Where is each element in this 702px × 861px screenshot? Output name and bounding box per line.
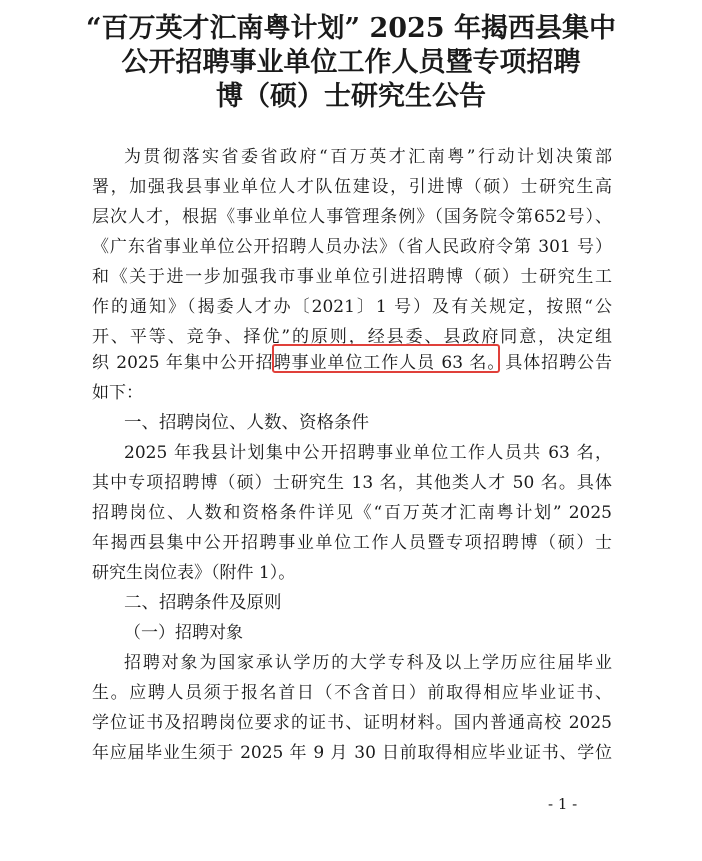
paragraph-line: 其中专项招聘博（硕）士研究生 13 名，其他类人才 50 名。具体: [92, 473, 612, 493]
paragraph-line: 开、平等、竞争、择优”的原则，经县委、县政府同意，决定组: [92, 327, 612, 347]
section-heading-2: 二、招聘条件及原则: [124, 593, 282, 613]
paragraph-line: 学位证书及招聘岗位要求的证书、证明材料。国内普通高校 2025: [92, 713, 612, 733]
paragraph-line: 织 2025 年集中公开招聘事业单位工作人员 63 名。具体招聘公告: [92, 353, 612, 373]
paragraph-line: 和《关于进一步加强我市事业单位引进招聘博（硕）士研究生工: [92, 267, 612, 287]
highlight-box: [272, 344, 500, 373]
paragraph-line: 《广东省事业单位公开招聘人员办法》（省人民政府令第 301 号）: [92, 237, 612, 257]
page-number: - 1 -: [548, 795, 578, 813]
paragraph-line: 生。应聘人员须于报名首日（不含首日）前取得相应毕业证书、: [92, 683, 612, 703]
paragraph-line: 研究生岗位表》（附件 1）。: [92, 563, 296, 583]
paragraph-line: 招聘对象为国家承认学历的大学专科及以上学历应往届毕业: [124, 653, 612, 673]
title-line-2: 公开招聘事业单位工作人员暨专项招聘: [121, 47, 581, 78]
section-heading-1: 一、招聘岗位、人数、资格条件: [124, 413, 369, 433]
paragraph-line: 署，加强我县事业单位人才队伍建设，引进博（硕）士研究生高: [92, 177, 612, 197]
paragraph-line: 作的通知》（揭委人才办〔2021〕1 号）及有关规定，按照“公: [92, 297, 612, 317]
title-line-1: “百万英才汇南粤计划” 2025 年揭西县集中: [85, 13, 616, 44]
title-line-3: 博（硕）士研究生公告: [216, 81, 486, 112]
paragraph-line: 年揭西县集中公开招聘事业单位工作人员暨专项招聘博（硕）士: [92, 533, 612, 553]
paragraph-line: 层次人才，根据《事业单位人事管理条例》（国务院令第652号）、: [92, 207, 612, 227]
paragraph-line: 2025 年我县计划集中公开招聘事业单位工作人员共 63 名，: [124, 443, 612, 463]
paragraph-line: 为贯彻落实省委省政府“百万英才汇南粤”行动计划决策部: [124, 147, 612, 167]
subsection-heading: （一）招聘对象: [124, 623, 243, 643]
document-title: [0, 12, 702, 114]
paragraph-line: 年应届毕业生须于 2025 年 9 月 30 日前取得相应毕业证书、学位: [92, 743, 612, 763]
paragraph-line: 招聘岗位、人数和资格条件详见《“百万英才汇南粤计划” 2025: [92, 503, 612, 523]
paragraph-line: 如下：: [92, 383, 143, 403]
